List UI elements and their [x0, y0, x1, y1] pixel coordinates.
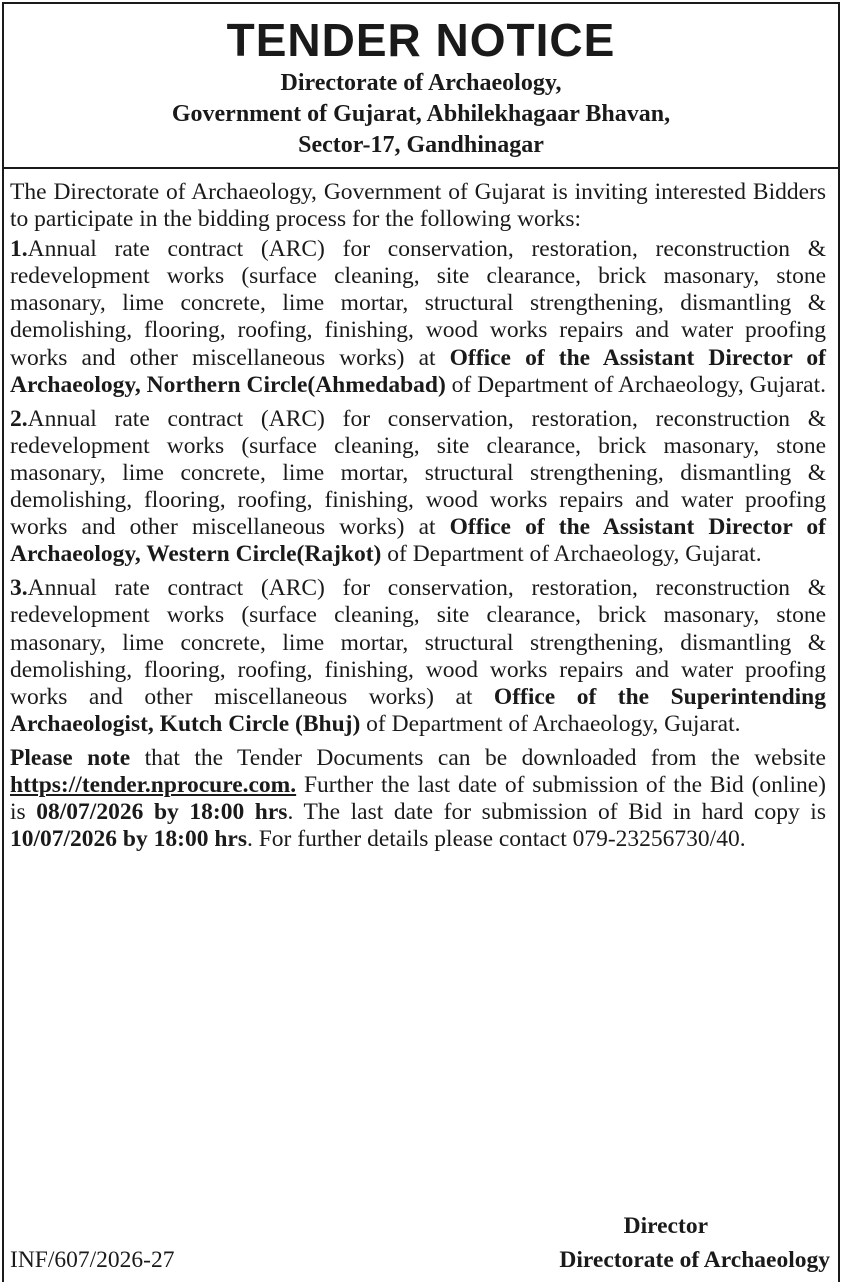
work-item-office: Office of the Assistant Director of Archaeology, Northern Circle(Ahmedabad)	[10, 344, 827, 398]
work-item-description: Annual rate contract (ARC) for conservation, restoration, reconstruction & redevelopment works (surface cleaning, site clearance, brick masonary, stone masonary, lime concrete, lime mortar, structural strengthening, dismantling & demolishing, flooring, roofing, finishing, wood works repairs and water proofing works and other miscellaneous works) at	[10, 575, 826, 710]
work-item-office: Office of the Assistant Director of Archaeology, Western Circle(Rajkot)	[10, 514, 827, 568]
notice-body-text	[10, 179, 826, 860]
online-deadline: 08/07/2026 by 18:00 hrs	[36, 799, 288, 826]
work-item-number: 1.	[10, 236, 28, 263]
reference-number: INF/607/2026-27	[10, 1247, 175, 1273]
note-text: . For further details please contact 079-23256730/40.	[246, 826, 746, 853]
note-lead: Please note	[10, 744, 131, 771]
org-name-line: Directorate of Archaeology,	[280, 70, 562, 96]
work-item-description: Annual rate contract (ARC) for conservation, restoration, reconstruction & redevelopment works (surface cleaning, site clearance, brick masonary, stone masonary, lime concrete, lime mortar, structural strengthening, dismantling & demolishing, flooring, roofing, finishing, wood works repairs and water proofing works and other miscellaneous works) at	[10, 405, 826, 541]
work-item-1	[10, 236, 826, 399]
signatory-title: Director	[623, 1213, 708, 1239]
work-item-number: 2.	[10, 405, 28, 432]
work-item-suffix: of Department of Archaeology, Gujarat.	[360, 710, 741, 737]
org-address-line: Government of Gujarat, Abhilekhagaar Bhavan,	[171, 101, 671, 127]
work-item-2	[10, 406, 826, 569]
signatory-organization: Directorate of Archaeology	[559, 1247, 830, 1273]
note-paragraph	[10, 745, 826, 853]
work-item-suffix: of Department of Archaeology, Gujarat.	[381, 541, 762, 568]
note-text: Further the last date of submission of the Bid (online) is	[10, 771, 826, 826]
notice-header	[2, 2, 840, 169]
org-sector-line: Sector-17, Gandhinagar	[298, 132, 544, 158]
work-item-3	[10, 575, 826, 738]
intro-paragraph: The Directorate of Archaeology, Government of Gujarat is inviting interested Bidders to participate in the bidding process for the following works:	[10, 179, 826, 233]
work-item-description: Annual rate contract (ARC) for conservation, restoration, reconstruction & redevelopment works (surface cleaning, site clearance, brick masonary, stone masonary, lime concrete, lime mortar, structural strengthening, dismantling & demolishing, flooring, roofing, finishing, wood works repairs and water proofing works and other miscellaneous works) at	[10, 236, 826, 371]
note-text: . The last date for submission of Bid in hard copy is	[287, 799, 826, 826]
notice-title: TENDER NOTICE	[226, 14, 616, 66]
work-item-number: 3.	[10, 575, 28, 602]
tender-website-link[interactable]: https://tender.nprocure.com.	[10, 771, 297, 798]
note-text: that the Tender Documents can be downloaded from the website	[130, 744, 826, 771]
work-item-suffix: of Department of Archaeology, Gujarat.	[445, 371, 827, 398]
work-item-office: Office of the Superintending Archaeologist, Kutch Circle (Bhuj)	[10, 683, 827, 737]
hardcopy-deadline: 10/07/2026 by 18:00 hrs	[10, 826, 247, 853]
notice-body	[2, 169, 840, 1282]
